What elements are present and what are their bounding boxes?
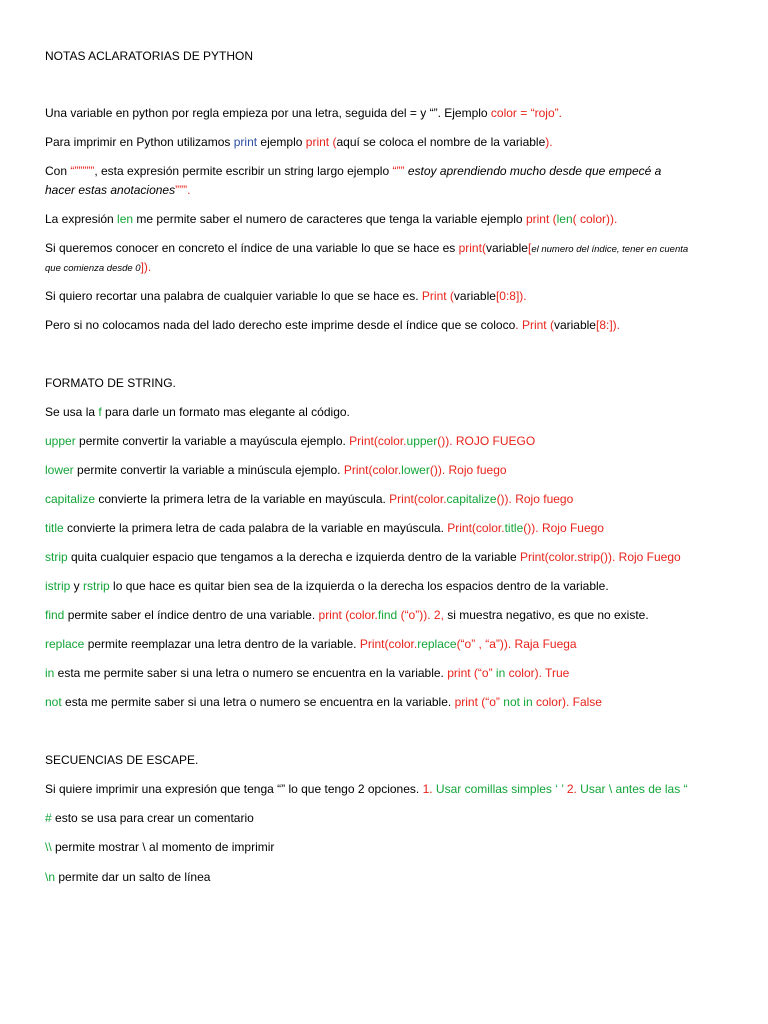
text: esto se usa para crear un comentario [51,811,254,825]
keyword: \\ [45,840,52,854]
code-example: color = “rojo”. [490,106,562,120]
text: Se usa la [45,405,99,419]
keyword: title [504,521,524,535]
paragraph-index-cont [45,258,735,278]
keyword: upper [406,434,438,448]
code-example: Print ( [421,289,454,303]
keyword: rstrip [83,579,110,593]
text: lo que hace es quitar bien sea de la izquierda o la derecha los espacios dentro de la variable. [109,579,609,593]
keyword: upper [45,434,76,448]
code-example: (“o”)). 2, [397,608,444,622]
keyword: find [45,608,65,622]
section-heading-escape: SECUENCIAS DE ESCAPE. [45,753,199,767]
code-example: print (“o” [454,695,504,709]
operator-not [45,693,735,711]
escape-backslash [45,838,735,856]
code-example: print ( [305,135,337,149]
code-example: ()). Rojo Fuego [523,521,604,535]
italic-text: estoy aprendiendo mucho desde que empecé a [407,164,662,178]
code-example: print( [458,241,486,255]
text: Para imprimir en Python utilizamos [45,135,234,149]
code-example: ()). Rojo fuego [429,463,507,477]
text: permite mostrar \ al momento de imprimir [51,840,275,854]
code-example: [0:8]). [495,289,527,303]
text: permite convertir la variable a mayúscula ejemplo. [75,434,350,448]
code-example: ()). ROJO FUEGO [437,434,536,448]
code-example: ( color)). [572,212,618,226]
method-title [45,519,735,537]
code-example: . Print ( [515,318,554,332]
code-example: color). False [532,695,602,709]
escape-hash [45,809,735,827]
operator-in [45,664,735,682]
text: para darle un formato mas elegante al código. [101,405,350,419]
option-text: Usar \ antes de las “ [576,782,688,796]
keyword: in [495,666,506,680]
escape-newline [45,868,735,886]
code-example: color). True [505,666,570,680]
code-example: [ [527,241,532,255]
code-example: Print(color. [447,521,505,535]
keyword: replace [417,637,457,651]
text: permite convertir la variable a minúscula ejemplo. [73,463,344,477]
text: , esta expresión permite escribir un string largo ejemplo [94,164,393,178]
keyword: istrip [45,579,71,593]
method-upper [45,432,735,450]
keyword: len [556,212,573,226]
text: quita cualquier espacio que tengamos a la derecha e izquierda dentro de la variable [67,550,520,564]
code-example: Print(color. [359,637,418,651]
paragraph-print [45,133,735,151]
text: Una variable en python por regla empieza por una letra, seguida del = y “”. Ejemplo [45,106,491,120]
text: aquí se coloca el nombre de la variable [336,135,546,149]
code-example: Print(color. [343,463,402,477]
method-lower [45,461,735,479]
text: variable [553,318,596,332]
text: permite saber el índice dentro de una variable. [64,608,319,622]
paragraph-len [45,210,735,228]
code-example: ”””. [175,183,191,197]
small-note: el numero del índice, tener en cuenta [531,244,689,255]
keyword: lower [401,463,430,477]
keyword: find [377,608,398,622]
paragraph-slice [45,287,735,305]
option-number: 2. [566,782,577,796]
method-strip [45,548,735,566]
option-text: Usar comillas simples ‘ ’ [432,782,567,796]
keyword: not in [503,695,533,709]
paragraph-quotes [45,780,735,798]
keyword: f [98,405,102,419]
text: si muestra negativo, es que no existe. [443,608,649,622]
keyword: \n [45,870,56,884]
text: convierte la primera letra de la variable en mayúscula. [95,492,390,506]
code-example: ()). Rojo Fuego [600,550,681,564]
italic-text: hacer estas anotaciones [45,183,176,197]
text: La expresión [45,212,118,226]
paragraph-slice-right [45,316,735,334]
code-example: Print(color. [349,434,407,448]
small-note: que comienza desde 0 [45,263,141,274]
keyword: capitalize [446,492,497,506]
paragraph-variable [45,104,735,122]
keyword: not [45,695,62,709]
section-heading-formato: FORMATO DE STRING. [45,376,176,390]
code-example: Print(color. [389,492,447,506]
document-title: NOTAS ACLARATORIAS DE PYTHON [45,49,254,63]
text: variable [453,289,496,303]
code-example: print ( [525,212,557,226]
text: Pero si no colocamos nada del lado derecho este imprime desde el índice que se coloco [45,318,516,332]
keyword: strip [45,550,68,564]
code-example: ]). [140,260,152,274]
method-find [45,606,735,624]
paragraph-long-string-cont [45,181,735,199]
paragraph-f-string [45,403,735,421]
keyword: print [233,135,258,149]
text: Si quiere imprimir una expresión que tenga “” lo que tengo 2 opciones. [45,782,423,796]
code-example: Print(color. [519,550,578,564]
keyword: replace [45,637,85,651]
code-example: strip [577,550,600,564]
text: Con [45,164,71,178]
text: esta me permite saber si una letra o numero se encuentra en la variable. [54,666,448,680]
text: esta me permite saber si una letra o numero se encuentra en la variable. [61,695,455,709]
keyword: len [117,212,134,226]
keyword: capitalize [45,492,96,506]
text: permite reemplazar una letra dentro de la variable. [84,637,360,651]
keyword: lower [45,463,74,477]
code-example: [8:]). [595,318,620,332]
code-example: print (“o” [447,666,496,680]
method-capitalize [45,490,735,508]
option-number: 1. [422,782,433,796]
code-example: “”” [392,164,408,178]
text: ejemplo [257,135,306,149]
code-example: ()). Rojo fuego [496,492,574,506]
text: y [70,579,84,593]
paragraph-long-string [45,162,735,180]
keyword: title [45,521,64,535]
text: variable [485,241,528,255]
paragraph-index [45,239,735,259]
keyword: in [45,666,55,680]
code-example: (“o” , “a”)). Raja Fuega [456,637,577,651]
method-replace [45,635,735,653]
code-example: “””””” [70,164,95,178]
text: convierte la primera letra de cada palabra de la variable en mayúscula. [63,521,448,535]
method-istrip-rstrip [45,577,735,595]
code-example: print (color. [318,608,378,622]
text: me permite saber el numero de caracteres que tenga la variable ejemplo [133,212,526,226]
text: Si quiero recortar una palabra de cualquier variable lo que se hace es. [45,289,422,303]
text: permite dar un salto de línea [55,870,211,884]
text: Si queremos conocer en concreto el índice de una variable lo que se hace es [45,241,459,255]
code-example: ). [545,135,553,149]
keyword: # [45,811,52,825]
